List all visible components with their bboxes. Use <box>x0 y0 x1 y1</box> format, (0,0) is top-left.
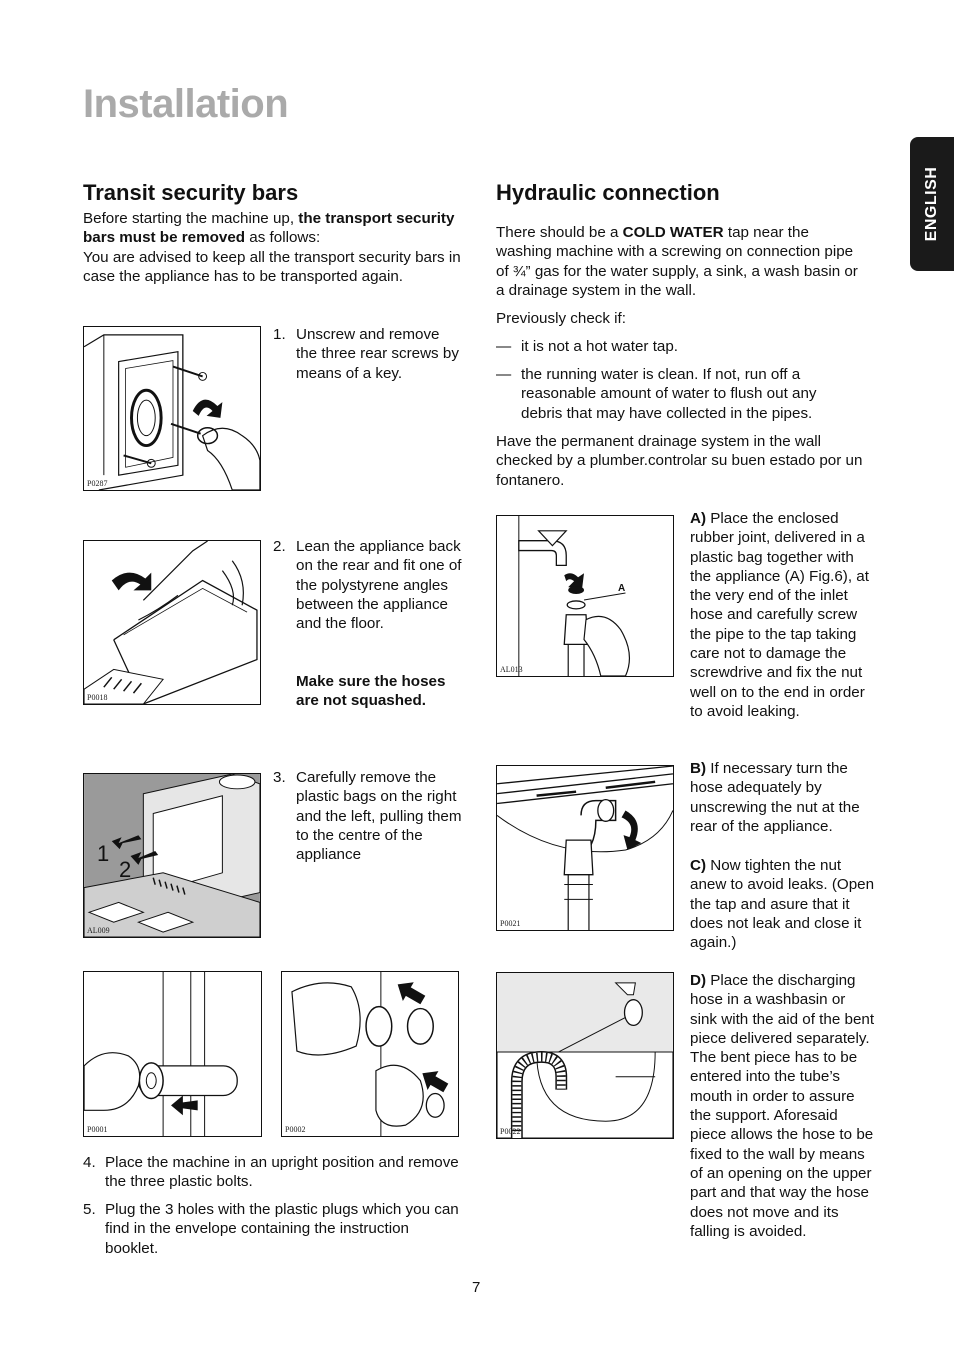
instruction-label: D) <box>690 972 707 989</box>
step-number: 4. <box>83 1154 96 1171</box>
intro-text-2: tap near the washing machine with a screwing on connection pipe of ¾” gas for the water supply, a sink, a wash basin or a drainage system in the wall. <box>496 224 858 299</box>
figure-plastic-bags <box>83 773 261 938</box>
instruction-d <box>690 971 876 1241</box>
instruction-label: A) <box>690 510 707 527</box>
check-text: it is not a hot water tap. <box>521 338 679 355</box>
tap-joint-illustration <box>497 516 673 676</box>
instruction-text: Place the discharging hose in a washbasin or sink with the aid of the bent piece delivered separately. The bent piece has to be entered into the tube’s mouth in order to assure the support. Aforesaid piece allows the hose to be fixed to the wall by means of an opening on the upper part and that way the hose does not move and its falling is avoided. <box>690 972 875 1240</box>
language-tab <box>910 137 954 271</box>
intro-bold: COLD WATER <box>622 224 724 241</box>
lean-back-illustration <box>84 541 260 704</box>
figure-discharge-hose <box>496 972 674 1139</box>
step-number: 2. <box>273 538 286 555</box>
instruction-b <box>690 759 875 836</box>
step-text: Place the machine in an upright position and remove the three plastic bolts. <box>105 1154 459 1191</box>
transit-intro-text-3: You are advised to keep all the transport security bars in case the appliance has to be transported again. <box>83 248 461 285</box>
plastic-bags-illustration <box>84 774 260 937</box>
transit-intro-text-2: as follows: <box>245 229 321 247</box>
step-text: Plug the 3 holes with the plastic plugs which you can find in the envelope containing the instruction booklet. <box>105 1201 459 1257</box>
transit-intro <box>83 209 468 286</box>
step-text: Unscrew and remove the three rear screws by means of a key. <box>296 326 459 382</box>
step-text: Lean the appliance back on the rear and fit one of the polystyrene angles between the appliance and the floor. <box>296 538 462 633</box>
intro-text-1: There should be a <box>496 224 623 241</box>
instruction-c <box>690 856 875 952</box>
instruction-text: If necessary turn the hose adequately by unscrewing the nut at the rear of the appliance. <box>690 760 860 835</box>
figure-remove-bolts <box>83 971 262 1137</box>
figure-code: P0287 <box>87 479 108 488</box>
check-intro: Previously check if: <box>496 310 626 327</box>
instruction-text: Now tighten the nut anew to avoid leaks. (Open the tap and asure that it does not leak and close it again.) <box>690 857 875 952</box>
figure-code: P0002 <box>285 1125 306 1134</box>
figure-code: AL009 <box>87 926 110 935</box>
transit-heading: Transit security bars <box>83 180 299 205</box>
figure-lean-back <box>83 540 261 705</box>
figure-code: AL013 <box>500 665 523 674</box>
callout-2: 2 <box>119 857 132 882</box>
discharge-hose-illustration <box>497 973 673 1138</box>
rear-screws-illustration <box>84 327 260 490</box>
page-title: Installation <box>83 82 289 126</box>
figure-code: P0018 <box>87 693 108 702</box>
step-text: Carefully remove the plastic bags on the right and the left, pulling them to the centre of the appliance <box>296 769 462 864</box>
plug-holes-illustration <box>282 972 458 1136</box>
hydraulic-heading: Hydraulic connection <box>496 180 720 205</box>
instruction-text: Place the enclosed rubber joint, delivered in a plastic bag together with the appliance (A) Fig.6), at the very end of the inlet hose and carefully screw the pipe to the tap taking care not to damage the screwdrive and fix the nut well on to the end in order to avoid leaking. <box>690 510 869 720</box>
dash: — <box>496 366 512 383</box>
check-text: the running water is clean. If not, run off a reasonable amount of water to flush out any debris that may have collected in the pipes. <box>521 366 817 422</box>
step-warning: Make sure the hoses are not squashed. <box>296 673 446 710</box>
instruction-label: B) <box>690 760 707 777</box>
step-number: 5. <box>83 1201 96 1218</box>
remove-bolts-illustration <box>84 972 261 1136</box>
figure-rear-screws <box>83 326 261 491</box>
figure-hose-nut <box>496 765 674 931</box>
dash: — <box>496 338 512 355</box>
hydraulic-intro <box>496 223 864 300</box>
transit-intro-bold: the transport security bars must be removed <box>83 210 455 247</box>
page-number: 7 <box>472 1279 481 1296</box>
step-number: 1. <box>273 326 286 343</box>
callout-1: 1 <box>97 841 110 866</box>
hose-nut-illustration <box>497 766 673 930</box>
figure-tap-joint <box>496 515 674 677</box>
language-tab-label: ENGLISH <box>923 166 940 242</box>
figure-plug-holes <box>281 971 459 1137</box>
figure-code: P0021 <box>500 919 521 928</box>
figure-code: P0022 <box>500 1127 521 1136</box>
figure-callout-a: A <box>618 583 626 594</box>
drainage-note: Have the permanent drainage system in the wall checked by a plumber.controlar su buen estado por un fontanero. <box>496 433 863 489</box>
figure-code: P0001 <box>87 1125 108 1134</box>
instruction-label: C) <box>690 857 707 874</box>
instruction-a <box>690 509 875 721</box>
step-number: 3. <box>273 769 286 786</box>
transit-intro-text-1: Before starting the machine up, <box>83 210 299 227</box>
